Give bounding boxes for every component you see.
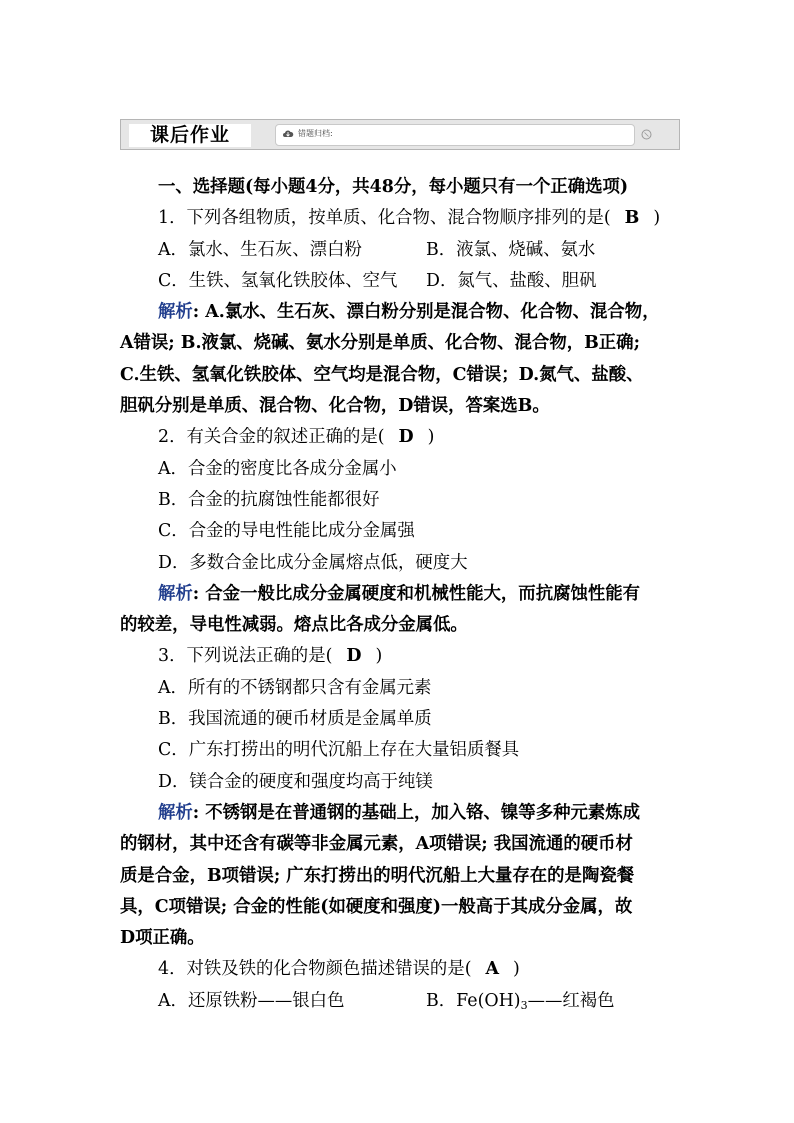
circle-icon bbox=[641, 129, 652, 140]
option-b: B．合金的抗腐蚀性能都很好 bbox=[158, 489, 380, 510]
option-a: A．所有的不锈钢都只含有金属元素 bbox=[158, 677, 432, 698]
close-paren: ) bbox=[653, 208, 661, 229]
analysis-line: A错误; B.液氯、烧碱、氨水分别是单质、化合物、混合物，B正确; bbox=[120, 333, 640, 354]
analysis-line: 胆矾分别是单质、混合物、化合物，D错误，答案选B。 bbox=[120, 396, 550, 417]
option-d: D．氮气、盐酸、胆矾 bbox=[426, 270, 597, 291]
header-box-label: 错题归档: bbox=[298, 129, 333, 138]
page-header bbox=[120, 119, 680, 150]
error-archive-field[interactable] bbox=[275, 124, 635, 146]
question-3-stem bbox=[120, 641, 676, 672]
analysis-line: D项正确。 bbox=[120, 928, 205, 949]
question-stem-text: 1．下列各组物质，按单质、化合物、混合物顺序排列的是( bbox=[158, 208, 611, 229]
analysis-label: 解析 bbox=[158, 802, 193, 823]
analysis-line: 的钢材，其中还含有碳等非金属元素，A项错误; 我国流通的硬币材 bbox=[120, 834, 633, 855]
question-stem-text: 2．有关合金的叙述正确的是( bbox=[158, 427, 385, 448]
question-1-options-cd bbox=[120, 266, 676, 297]
option-c: C．广东打捞出的明代沉船上存在大量铝质餐具 bbox=[158, 740, 520, 761]
option-b: B．液氯、烧碱、氨水 bbox=[426, 239, 596, 260]
analysis-label: 解析 bbox=[158, 583, 193, 604]
option-c: C．合金的导电性能比成分金属强 bbox=[158, 521, 415, 542]
question-answer: D bbox=[346, 646, 362, 667]
question-1-options-ab bbox=[120, 235, 676, 266]
section-heading: 一、选择题(每小题4分，共48分，每小题只有一个正确选项) bbox=[158, 177, 629, 197]
analysis-line: 解析: 合金一般比成分金属硬度和机械性能大，而抗腐蚀性能有 bbox=[158, 583, 641, 604]
analysis-line: C.生铁、氢氧化铁胶体、空气均是混合物，C错误；D.氮气、盐酸、 bbox=[120, 364, 644, 385]
cloud-icon bbox=[282, 128, 294, 140]
analysis-line: 解析: 不锈钢是在普通钢的基础上，加入铬、镍等多种元素炼成 bbox=[158, 802, 641, 823]
question-2-analysis bbox=[120, 579, 676, 642]
option-d: D．镁合金的硬度和强度均高于纯镁 bbox=[158, 771, 433, 792]
question-stem-text: 3．下列说法正确的是( bbox=[158, 646, 333, 667]
analysis-line: 的较差，导电性减弱。熔点比各成分金属低。 bbox=[120, 615, 468, 636]
analysis-line: 具，C项错误; 合金的性能(如硬度和强度)一般高于其成分金属，故 bbox=[120, 896, 633, 917]
analysis-line: 解析: A.氯水、生石灰、漂白粉分别是混合物、化合物、混合物， bbox=[158, 302, 660, 323]
option-b: B．$Fe(OH)_3——$红褐色 bbox=[426, 990, 615, 1012]
close-paren: ) bbox=[375, 646, 383, 667]
close-paren: ) bbox=[427, 427, 435, 448]
close-paren: ) bbox=[513, 959, 520, 980]
option-a: A．合金的密度比各成分金属小 bbox=[158, 458, 397, 479]
question-answer: B bbox=[624, 208, 640, 229]
option-a: A．还原铁粉——银白色 bbox=[158, 990, 345, 1011]
question-answer: A bbox=[485, 959, 499, 980]
option-c: C．生铁、氢氧化铁胶体、空气 bbox=[158, 270, 398, 291]
option-b: B．我国流通的硬币材质是金属单质 bbox=[158, 709, 432, 730]
option-d: D．多数合金比成分金属熔点低，硬度大 bbox=[158, 552, 468, 573]
question-4-options-ab bbox=[120, 986, 676, 1021]
analysis-label: 解析 bbox=[158, 302, 193, 323]
question-stem-text: 4．对铁及铁的化合物颜色描述错误的是( bbox=[158, 959, 472, 980]
document-body bbox=[120, 172, 676, 1021]
question-4-stem bbox=[120, 954, 676, 985]
header-title: 课后作业 bbox=[129, 124, 251, 147]
question-3-analysis bbox=[120, 798, 676, 954]
question-answer: D bbox=[398, 427, 414, 448]
analysis-line: 质是合金，B项错误; 广东打捞出的明代沉船上大量存在的是陶瓷餐 bbox=[120, 865, 635, 886]
option-a: A．氯水、生石灰、漂白粉 bbox=[158, 239, 362, 260]
question-1-stem bbox=[120, 203, 676, 234]
question-2-stem bbox=[120, 422, 676, 453]
subscript: 3 bbox=[520, 998, 528, 1012]
question-1-analysis bbox=[120, 297, 676, 422]
